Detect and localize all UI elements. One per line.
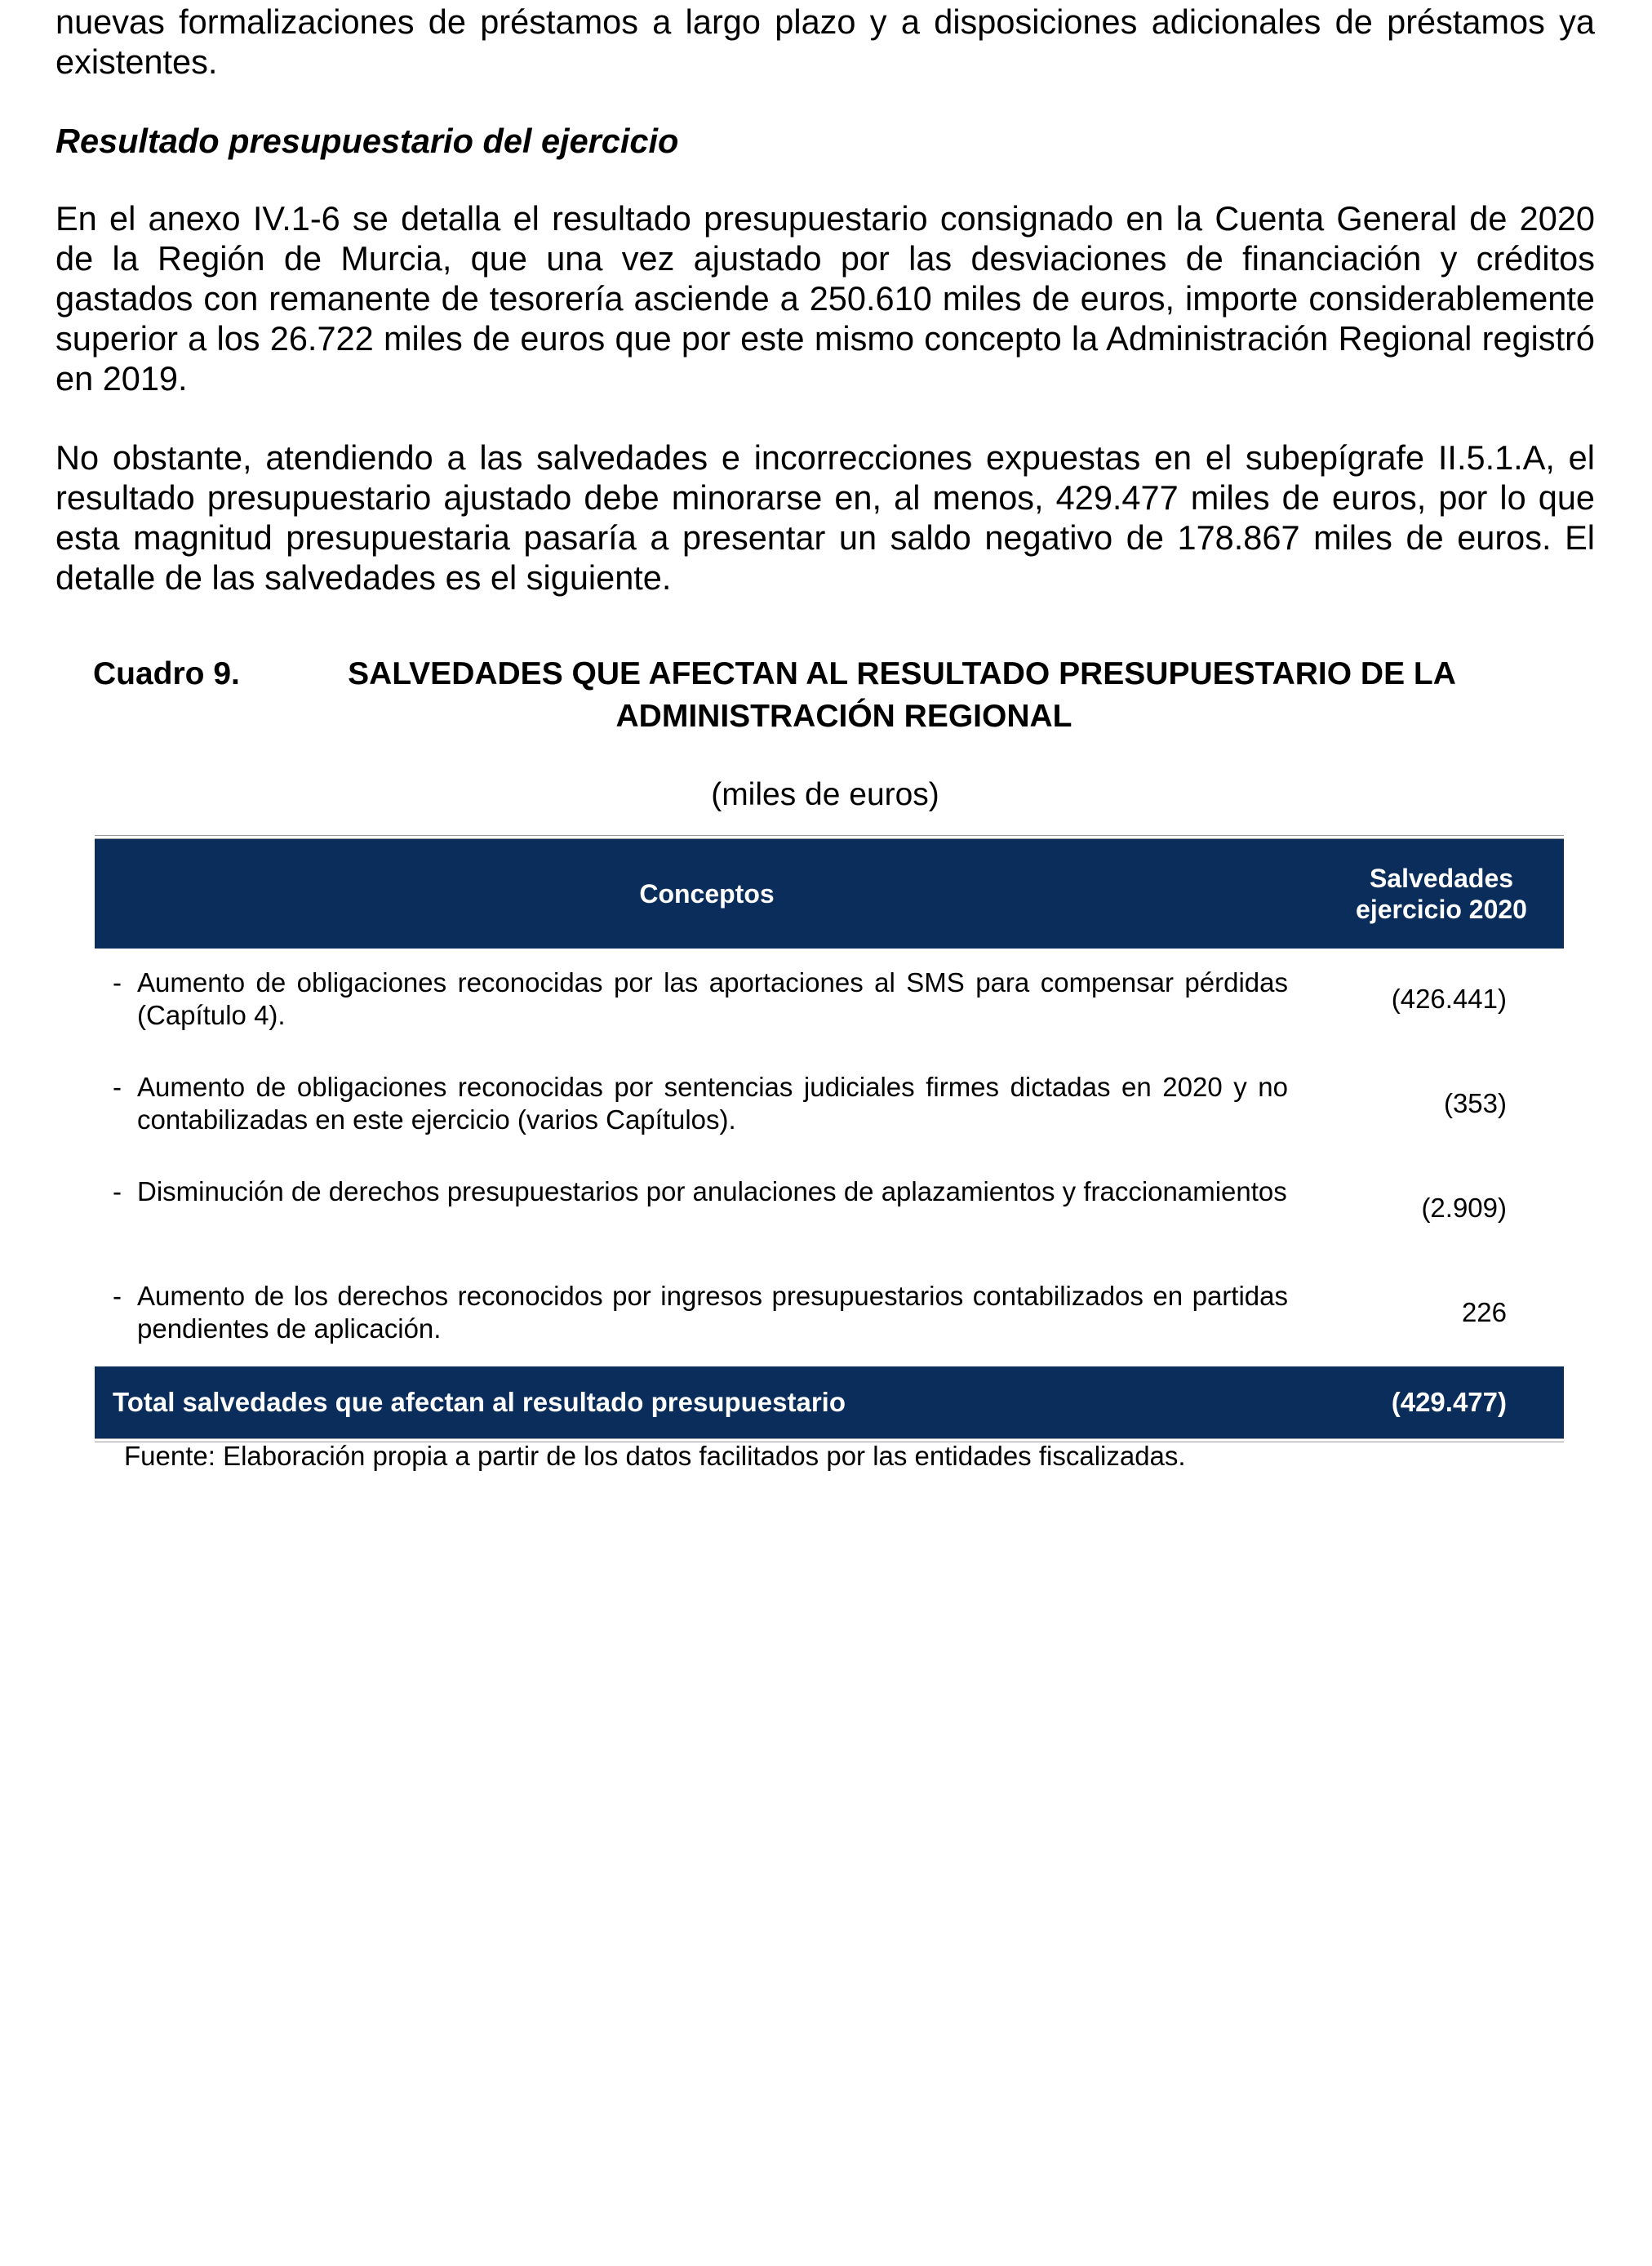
row-concept: Aumento de obligaciones reconocidas por las aportaciones al SMS para compensar pérdidas (Capítulo 4). [137, 967, 1288, 1030]
table-row [95, 1262, 1564, 1366]
source-note: Fuente: Elaboración propia a partir de los datos facilitados por las entidades fiscalizadas. [124, 1441, 1186, 1471]
row-value: (2.909) [1421, 1193, 1507, 1223]
header-concepts: Conceptos [639, 878, 775, 909]
result-paragraph: En el anexo IV.1-6 se detalla el resultado presupuestario consignado en la Cuenta General de 2020 de la Región de Murcia, que una vez ajustado por las desviaciones de financiación y créditos gastados con remanente de tesorería asciende a 250.610 miles de euros, importe considerablemente superior a los 26.722 miles de euros que por este mismo concepto la Administración Regional registró en 2019. [56, 199, 1595, 398]
table-header-row [95, 839, 1564, 949]
row-concept: Disminución de derechos presupuestarios por anulaciones de aplazamientos y fraccionamientos [137, 1176, 1287, 1206]
row-concept: Aumento de los derechos reconocidos por ingresos presupuestarios contabilizados en partidas pendientes de aplicación. [137, 1281, 1288, 1344]
salvedades-table [95, 835, 1564, 1442]
row-concept: Aumento de obligaciones reconocidas por sentencias judiciales firmes dictadas en 2020 y no contabilizadas en este ejercicio (varios Capítulos). [137, 1072, 1288, 1135]
table-row [95, 1157, 1564, 1262]
caption-label: Cuadro 9. [93, 656, 240, 691]
row-value: (426.441) [1391, 984, 1507, 1014]
header-salvedades: Salvedades ejercicio 2020 [1356, 864, 1527, 924]
table-row [95, 1053, 1564, 1157]
caveat-paragraph: No obstante, atendiendo a las salvedades e incorrecciones expuestas en el subepígrafe II.5.1.A, el resultado presupuestario ajustado debe minorarse en, al menos, 429.477 miles de euros, por lo que esta magnitud presupuestaria pasaría a presentar un saldo negativo de 178.867 miles de euros. El detalle de las salvedades es el siguiente. [56, 438, 1595, 597]
document-page [56, 0, 1595, 1471]
row-dash: - [113, 1072, 122, 1102]
table-total-row [95, 1366, 1564, 1438]
section-heading: Resultado presupuestario del ejercicio [56, 122, 679, 160]
total-value: (429.477) [1391, 1387, 1507, 1417]
caption-title: SALVEDADES QUE AFECTAN AL RESULTADO PRESUPUESTARIO DE LA ADMINISTRACIÓN REGIONAL [348, 656, 1456, 734]
table-row [95, 949, 1564, 1053]
row-dash: - [113, 967, 122, 997]
row-value: (353) [1443, 1088, 1507, 1118]
total-label: Total salvedades que afectan al resultado presupuestario [113, 1387, 846, 1417]
row-dash: - [113, 1176, 122, 1206]
table-units: (miles de euros) [711, 777, 939, 812]
row-value: 226 [1461, 1297, 1507, 1327]
row-dash: - [113, 1281, 122, 1311]
intro-paragraph: nuevas formalizaciones de préstamos a largo plazo y a disposiciones adicionales de préstamos ya existentes. [56, 2, 1595, 81]
